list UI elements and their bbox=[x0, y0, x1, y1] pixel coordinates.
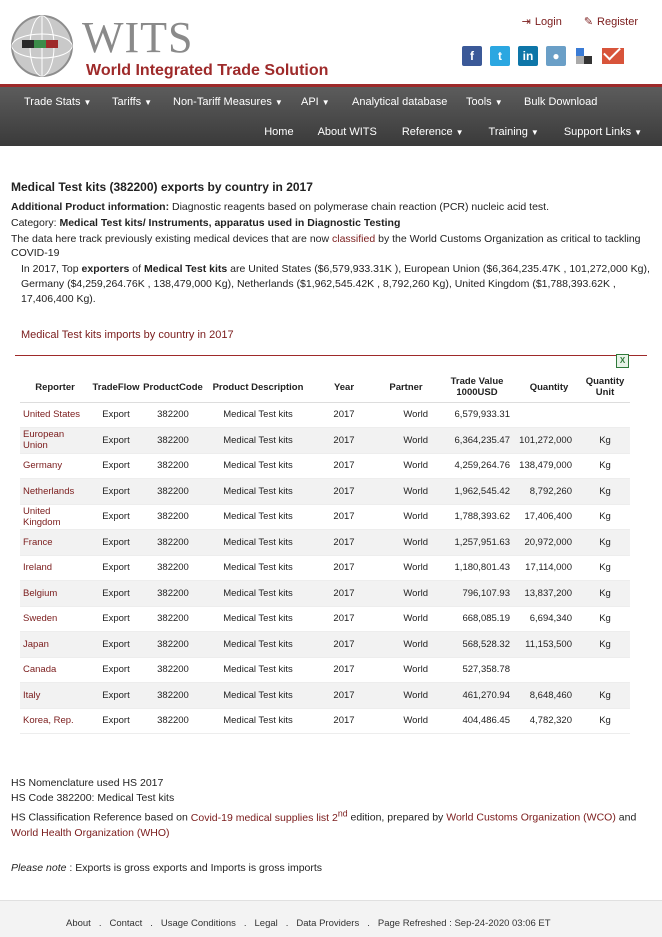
cell-year: 2017 bbox=[312, 708, 376, 734]
cell-year: 2017 bbox=[312, 479, 376, 505]
covid-supplies-link-label: Covid-19 medical supplies list 2 bbox=[190, 811, 338, 824]
cell-productcode: 382200 bbox=[142, 530, 204, 556]
wits-logo-text[interactable]: WITS bbox=[82, 13, 194, 62]
cell-partner: World bbox=[376, 428, 436, 454]
cell-reporter[interactable]: France bbox=[20, 530, 90, 556]
caret-down-icon: ▼ bbox=[144, 98, 153, 107]
table-row bbox=[20, 504, 630, 530]
nav-label: Training bbox=[488, 126, 528, 138]
nav-item-api[interactable] bbox=[301, 96, 352, 108]
footer-separator: . bbox=[98, 918, 102, 929]
please-note-label: Please note bbox=[11, 862, 67, 874]
cell-partner: World bbox=[376, 479, 436, 505]
tracking-note bbox=[11, 232, 651, 260]
category-line bbox=[11, 216, 651, 230]
cell-partner: World bbox=[376, 632, 436, 658]
auth-links bbox=[522, 15, 638, 28]
nav-item-about-wits[interactable] bbox=[318, 126, 377, 138]
footer-separator: . bbox=[367, 918, 370, 929]
wco-link[interactable]: World Customs Organization (WCO) bbox=[446, 811, 616, 824]
cell-quantity-unit: Kg bbox=[580, 683, 630, 709]
cell-product-description: Medical Test kits bbox=[204, 555, 312, 581]
footer-separator: . bbox=[243, 918, 247, 929]
cell-tradeflow: Export bbox=[90, 683, 142, 709]
cell-quantity: 20,972,000 bbox=[518, 530, 580, 556]
cell-tradeflow: Export bbox=[90, 606, 142, 632]
nav-label: Trade Stats bbox=[24, 96, 81, 108]
cell-reporter[interactable]: Japan bbox=[20, 632, 90, 658]
nav-label: Non-Tariff Measures bbox=[173, 96, 272, 108]
cell-trade-value: 527,358.78 bbox=[436, 657, 518, 683]
cell-year: 2017 bbox=[312, 632, 376, 658]
cell-product-description: Medical Test kits bbox=[204, 708, 312, 734]
page-refreshed: Page Refreshed : Sep-24-2020 03:06 ET bbox=[377, 918, 551, 929]
classified-link[interactable]: classified bbox=[332, 233, 376, 245]
cell-quantity-unit bbox=[580, 657, 630, 683]
cell-tradeflow: Export bbox=[90, 453, 142, 479]
col-product-description[interactable]: Product Description bbox=[204, 373, 312, 402]
cell-partner: World bbox=[376, 530, 436, 556]
cell-quantity bbox=[518, 402, 580, 428]
table-header-row bbox=[20, 373, 630, 402]
cell-quantity-unit: Kg bbox=[580, 479, 630, 505]
nav-label: API bbox=[301, 96, 319, 108]
cell-quantity: 17,406,400 bbox=[518, 504, 580, 530]
table-footer-cell bbox=[20, 734, 630, 750]
table-row bbox=[20, 453, 630, 479]
cell-partner: World bbox=[376, 453, 436, 479]
cell-year: 2017 bbox=[312, 555, 376, 581]
cell-quantity-unit: Kg bbox=[580, 632, 630, 658]
section-divider bbox=[15, 355, 647, 356]
cell-year: 2017 bbox=[312, 453, 376, 479]
cell-trade-value: 668,085.19 bbox=[436, 606, 518, 632]
table-row bbox=[20, 402, 630, 428]
cell-productcode: 382200 bbox=[142, 683, 204, 709]
cell-partner: World bbox=[376, 606, 436, 632]
cell-partner: World bbox=[376, 708, 436, 734]
table-row bbox=[20, 606, 630, 632]
cell-product-description: Medical Test kits bbox=[204, 581, 312, 607]
caret-down-icon: ▼ bbox=[83, 98, 92, 107]
nav-label: Tariffs bbox=[112, 96, 142, 108]
footer-link-data-providers[interactable]: Data Providers bbox=[296, 918, 360, 929]
cell-productcode: 382200 bbox=[142, 606, 204, 632]
hs-notes bbox=[11, 776, 661, 841]
cell-reporter[interactable]: Germany bbox=[20, 453, 90, 479]
nav-item-reference[interactable] bbox=[402, 126, 464, 138]
cell-trade-value: 1,962,545.42 bbox=[436, 479, 518, 505]
nav-label: Reference bbox=[401, 126, 453, 138]
cell-product-description: Medical Test kits bbox=[204, 530, 312, 556]
cell-quantity: 8,648,460 bbox=[518, 683, 580, 709]
col-quantity-unit[interactable]: Quantity Unit bbox=[580, 373, 630, 402]
cell-partner: World bbox=[376, 581, 436, 607]
cell-quantity-unit: Kg bbox=[580, 708, 630, 734]
cell-reporter[interactable]: Sweden bbox=[20, 606, 90, 632]
nav-label: Tools bbox=[466, 96, 492, 108]
nav-item-support-links[interactable] bbox=[564, 126, 642, 138]
social-icons bbox=[462, 46, 594, 66]
product-info-text: Diagnostic reagents based on polymerase chain reaction (PCR) nucleic acid test. bbox=[169, 201, 550, 213]
nav-item-training[interactable] bbox=[489, 126, 539, 138]
cell-quantity: 11,153,500 bbox=[518, 632, 580, 658]
tracking-text-post: by the World Customs Organization as critical to tackling COVID-19 bbox=[11, 233, 641, 259]
imports-by-country-link[interactable]: Medical Test kits imports by country in 2017 bbox=[21, 329, 234, 341]
cell-quantity: 138,479,000 bbox=[518, 453, 580, 479]
footer-links bbox=[66, 918, 551, 929]
cell-productcode: 382200 bbox=[142, 708, 204, 734]
cell-quantity: 8,792,260 bbox=[518, 479, 580, 505]
hs-nomenclature: HS Nomenclature used HS 2017 bbox=[11, 777, 164, 789]
reference-text: edition, prepared by bbox=[347, 811, 447, 824]
cell-year: 2017 bbox=[312, 683, 376, 709]
cell-partner: World bbox=[376, 555, 436, 581]
cell-trade-value: 1,180,801.43 bbox=[436, 555, 518, 581]
caret-down-icon: ▼ bbox=[494, 98, 503, 107]
cell-quantity: 17,114,000 bbox=[518, 555, 580, 581]
nav-label: Home bbox=[264, 126, 294, 138]
cell-year: 2017 bbox=[312, 428, 376, 454]
exporters-summary bbox=[11, 262, 651, 307]
hs-code: HS Code 382200: Medical Test kits bbox=[11, 792, 175, 804]
cell-trade-value: 1,257,951.63 bbox=[436, 530, 518, 556]
table-row bbox=[20, 581, 630, 607]
cell-quantity: 6,694,340 bbox=[518, 606, 580, 632]
cell-trade-value: 568,528.32 bbox=[436, 632, 518, 658]
edit-icon: ✎ bbox=[583, 16, 594, 28]
col-tradeflow[interactable]: TradeFlow bbox=[90, 373, 142, 402]
delicious-icon[interactable] bbox=[574, 46, 594, 66]
nav-item-analytical-database[interactable] bbox=[352, 96, 466, 108]
footer-separator: . bbox=[150, 918, 153, 929]
table-row bbox=[20, 530, 630, 556]
please-note-text: : Exports is gross exports and Imports is gross imports bbox=[66, 862, 323, 874]
covid-supplies-link[interactable] bbox=[190, 808, 348, 824]
excel-export-icon[interactable]: X bbox=[616, 354, 629, 368]
col-trade-value[interactable]: Trade Value 1000USD bbox=[436, 373, 518, 402]
cell-product-description: Medical Test kits bbox=[204, 657, 312, 683]
cell-quantity-unit: Kg bbox=[580, 428, 630, 454]
cell-quantity: 4,782,320 bbox=[518, 708, 580, 734]
caret-down-icon: ▼ bbox=[274, 98, 283, 107]
cell-trade-value: 6,364,235.47 bbox=[436, 428, 518, 454]
cell-reporter[interactable]: Netherlands bbox=[20, 479, 90, 505]
cell-trade-value: 6,579,933.31 bbox=[436, 402, 518, 428]
reference-text: HS Classification Reference based on bbox=[11, 811, 191, 824]
nav-item-tools[interactable] bbox=[466, 96, 524, 108]
col-partner[interactable]: Partner bbox=[376, 373, 436, 402]
col-quantity[interactable]: Quantity bbox=[518, 373, 580, 402]
summary-text: of bbox=[129, 263, 144, 275]
table-row bbox=[20, 708, 630, 734]
cell-quantity: 101,272,000 bbox=[518, 428, 580, 454]
cell-reporter[interactable]: United Kingdom bbox=[20, 504, 90, 530]
cell-tradeflow: Export bbox=[90, 555, 142, 581]
page-title: Medical Test kits (382200) exports by country in 2017 bbox=[11, 180, 313, 194]
footer-separator: . bbox=[285, 918, 289, 929]
col-productcode[interactable]: ProductCode bbox=[142, 373, 204, 402]
cell-quantity bbox=[518, 657, 580, 683]
caret-down-icon: ▼ bbox=[321, 98, 330, 107]
cell-productcode: 382200 bbox=[142, 428, 204, 454]
caret-down-icon: ▼ bbox=[530, 128, 539, 137]
please-note bbox=[11, 862, 322, 874]
product-info-label: Additional Product information: bbox=[11, 201, 170, 213]
cell-productcode: 382200 bbox=[142, 453, 204, 479]
cell-tradeflow: Export bbox=[90, 428, 142, 454]
twitter-icon[interactable]: t bbox=[490, 46, 510, 66]
product-info bbox=[11, 200, 651, 214]
table-body bbox=[20, 402, 630, 734]
email-share-icon[interactable] bbox=[602, 48, 624, 64]
cell-product-description: Medical Test kits bbox=[204, 428, 312, 454]
login-link[interactable] bbox=[522, 15, 562, 28]
cell-trade-value: 404,486.45 bbox=[436, 708, 518, 734]
table-row bbox=[20, 428, 630, 454]
who-link[interactable]: World Health Organization (WHO) bbox=[11, 826, 170, 839]
cell-tradeflow: Export bbox=[90, 402, 142, 428]
cell-trade-value: 1,788,393.62 bbox=[436, 504, 518, 530]
cell-productcode: 382200 bbox=[142, 479, 204, 505]
cell-product-description: Medical Test kits bbox=[204, 479, 312, 505]
cell-tradeflow: Export bbox=[90, 479, 142, 505]
cell-product-description: Medical Test kits bbox=[204, 683, 312, 709]
table-row bbox=[20, 683, 630, 709]
cell-reporter[interactable]: Belgium bbox=[20, 581, 90, 607]
col-year[interactable]: Year bbox=[312, 373, 376, 402]
col-reporter[interactable]: Reporter bbox=[20, 373, 90, 402]
cell-year: 2017 bbox=[312, 530, 376, 556]
main-content bbox=[0, 180, 662, 356]
cell-partner: World bbox=[376, 402, 436, 428]
cell-quantity: 13,837,200 bbox=[518, 581, 580, 607]
table-row bbox=[20, 657, 630, 683]
cell-tradeflow: Export bbox=[90, 581, 142, 607]
nav-item-non-tariff-measures[interactable] bbox=[173, 96, 301, 108]
table-row bbox=[20, 479, 630, 505]
summary-bold: exporters bbox=[81, 263, 130, 275]
cell-quantity-unit: Kg bbox=[580, 453, 630, 479]
exports-table bbox=[20, 373, 630, 750]
cell-quantity-unit: Kg bbox=[580, 606, 630, 632]
nav-row-secondary bbox=[264, 126, 642, 138]
cell-year: 2017 bbox=[312, 657, 376, 683]
cell-productcode: 382200 bbox=[142, 555, 204, 581]
nav-item-tariffs[interactable] bbox=[112, 96, 173, 108]
cell-product-description: Medical Test kits bbox=[204, 453, 312, 479]
cell-reporter[interactable]: Canada bbox=[20, 657, 90, 683]
cell-reporter[interactable]: United States bbox=[20, 402, 90, 428]
cell-quantity-unit: Kg bbox=[580, 581, 630, 607]
tracking-text: The data here track previously existing medical devices that are now bbox=[11, 233, 332, 245]
caret-down-icon: ▼ bbox=[455, 128, 464, 137]
facebook-icon[interactable]: f bbox=[462, 46, 482, 66]
hs-reference bbox=[11, 806, 661, 841]
nav-item-trade-stats[interactable] bbox=[24, 96, 112, 108]
cell-productcode: 382200 bbox=[142, 632, 204, 658]
register-label: Register bbox=[597, 15, 638, 28]
cell-year: 2017 bbox=[312, 606, 376, 632]
register-link[interactable] bbox=[584, 15, 638, 28]
cell-tradeflow: Export bbox=[90, 657, 142, 683]
footer-link-legal[interactable]: Legal bbox=[254, 918, 278, 929]
reference-text: and bbox=[615, 811, 637, 824]
cell-reporter[interactable]: European Union bbox=[20, 428, 90, 454]
reddit-icon[interactable]: ● bbox=[546, 46, 566, 66]
cell-product-description: Medical Test kits bbox=[204, 504, 312, 530]
nav-item-home[interactable] bbox=[264, 126, 293, 138]
cell-trade-value: 796,107.93 bbox=[436, 581, 518, 607]
cell-tradeflow: Export bbox=[90, 708, 142, 734]
cell-partner: World bbox=[376, 504, 436, 530]
category-label: Category: bbox=[11, 217, 60, 229]
table-row bbox=[20, 632, 630, 658]
wits-globe-logo-icon[interactable] bbox=[10, 14, 74, 78]
cell-tradeflow: Export bbox=[90, 530, 142, 556]
cell-tradeflow: Export bbox=[90, 504, 142, 530]
wits-logo-subtitle: World Integrated Trade Solution bbox=[86, 62, 329, 79]
login-label: Login bbox=[534, 15, 562, 28]
cell-quantity-unit: Kg bbox=[580, 530, 630, 556]
summary-text: are United States ($6,579,933.31K ), European Union ($6,364,235.47K , 101,272,000 Kg), Germany ($4,259,264.76K , 138,479,000 Kg), Netherlands ($1,962,545.42K , 8,792,260 Kg), United Kingdom ($1,788,393.62K , 17,406,400 Kg). bbox=[21, 263, 650, 305]
site-header bbox=[0, 0, 662, 84]
cell-year: 2017 bbox=[312, 402, 376, 428]
nav-label: Analytical database bbox=[352, 96, 448, 108]
cell-trade-value: 461,270.94 bbox=[436, 683, 518, 709]
cell-product-description: Medical Test kits bbox=[204, 402, 312, 428]
category-value: Medical Test kits/ Instruments, apparatus used in Diagnostic Testing bbox=[59, 217, 401, 229]
cell-productcode: 382200 bbox=[142, 581, 204, 607]
table-row bbox=[20, 555, 630, 581]
cell-productcode: 382200 bbox=[142, 402, 204, 428]
footer-link-about[interactable]: About bbox=[66, 918, 91, 929]
cell-reporter[interactable]: Korea, Rep. bbox=[20, 708, 90, 734]
nav-label: Bulk Download bbox=[524, 96, 598, 108]
main-nav bbox=[0, 84, 662, 146]
footer-link-usage-conditions[interactable]: Usage Conditions bbox=[160, 918, 236, 929]
nav-label: Support Links bbox=[563, 126, 632, 138]
nav-label: About WITS bbox=[317, 126, 377, 138]
cell-product-description: Medical Test kits bbox=[204, 632, 312, 658]
cell-reporter[interactable]: Ireland bbox=[20, 555, 90, 581]
cell-partner: World bbox=[376, 683, 436, 709]
summary-bold: Medical Test kits bbox=[143, 263, 228, 275]
summary-text: In 2017, Top bbox=[21, 263, 82, 275]
cell-product-description: Medical Test kits bbox=[204, 606, 312, 632]
nav-item-bulk-download[interactable] bbox=[524, 96, 597, 108]
cell-quantity-unit: Kg bbox=[580, 555, 630, 581]
cell-year: 2017 bbox=[312, 581, 376, 607]
caret-down-icon: ▼ bbox=[634, 128, 642, 137]
cell-productcode: 382200 bbox=[142, 504, 204, 530]
linkedin-icon[interactable]: in bbox=[518, 46, 538, 66]
nav-row-primary bbox=[24, 96, 597, 108]
edition-suffix: nd bbox=[337, 808, 348, 818]
footer-link-contact[interactable]: Contact bbox=[109, 918, 143, 929]
table-footer-row bbox=[20, 734, 630, 750]
cell-year: 2017 bbox=[312, 504, 376, 530]
cell-quantity-unit: Kg bbox=[580, 504, 630, 530]
cell-quantity-unit bbox=[580, 402, 630, 428]
cell-tradeflow: Export bbox=[90, 632, 142, 658]
cell-productcode: 382200 bbox=[142, 657, 204, 683]
cell-trade-value: 4,259,264.76 bbox=[436, 453, 518, 479]
cell-reporter[interactable]: Italy bbox=[20, 683, 90, 709]
cell-partner: World bbox=[376, 657, 436, 683]
site-footer bbox=[0, 900, 662, 937]
sign-in-icon: ⇥ bbox=[521, 16, 531, 28]
